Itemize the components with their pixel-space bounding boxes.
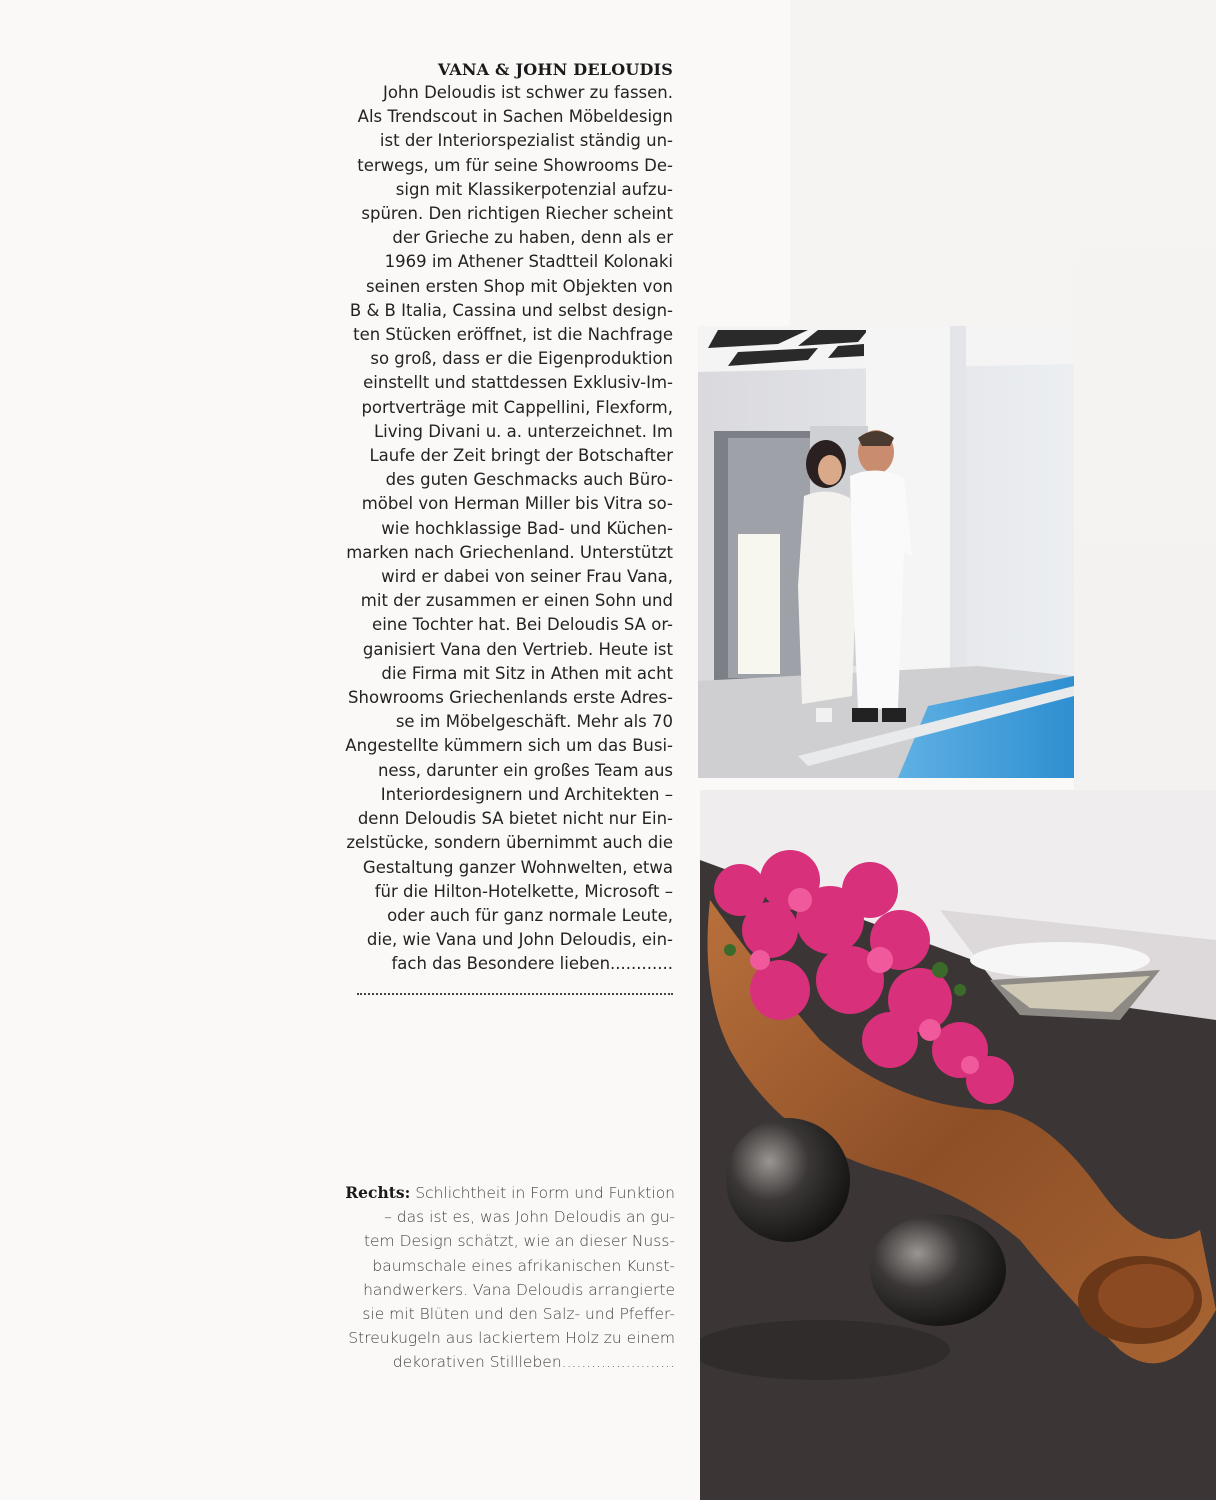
caption-line: – das ist es, was John Deloudis an gu- <box>384 1208 675 1227</box>
article-line: B & B Italia, Cassina und selbst design- <box>349 300 673 320</box>
article-line: für die Hilton-Hotelkette, Microsoft – <box>374 881 673 901</box>
article-line: marken nach Griechenland. Unterstützt <box>346 542 673 562</box>
still-life-photo <box>700 790 1216 1500</box>
article-line: Angestellte kümmern sich um das Busi- <box>345 736 673 756</box>
article-line: John Deloudis ist schwer zu fassen. <box>382 83 673 102</box>
caption-line: handwerkers. Vana Deloudis arrangierte <box>363 1280 675 1299</box>
article-heading: VANA & JOHN DELOUDIS <box>437 60 673 79</box>
caption-line: dekorativen Stillleben....................... <box>392 1353 675 1372</box>
article-line: Gestaltung ganzer Wohnwelten, etwa <box>362 857 673 877</box>
article-line: ten Stücken eröffnet, ist die Nachfrage <box>353 325 673 345</box>
article-line: Interiordesignern und Architekten – <box>380 784 673 804</box>
still-life-illustration <box>700 790 1216 1500</box>
article-line: ganisiert Vana den Vertrieb. Heute ist <box>362 639 673 659</box>
article-line: einstellt und stattdessen Exklusiv-Im- <box>363 373 673 393</box>
dotted-divider <box>357 993 673 995</box>
article-line: die Firma mit Sitz in Athen mit acht <box>381 663 673 683</box>
article-line: Als Trendscout in Sachen Möbeldesign <box>357 107 673 127</box>
caption-line: tem Design schätzt, wie an dieser Nuss- <box>363 1232 675 1251</box>
article-line: denn Deloudis SA bietet nicht nur Ein- <box>357 809 673 829</box>
article-column <box>340 58 673 977</box>
article-line: seinen ersten Shop mit Objekten von <box>365 276 673 296</box>
caption <box>340 1181 675 1375</box>
article-line: sign mit Klassikerpotenzial aufzu- <box>395 179 673 199</box>
caption-first-text: Schlichtheit in Form und Funktion <box>415 1184 675 1202</box>
article-line: zelstücke, sondern übernimmt auch die <box>346 833 673 853</box>
article-line: se im Möbelgeschäft. Mehr als 70 <box>395 712 673 732</box>
caption-line: sie mit Blüten und den Salz- und Pfeffer- <box>362 1305 675 1324</box>
article-line: wie hochklassige Bad- und Küchen- <box>381 518 673 538</box>
article-line: des guten Geschmacks auch Büro- <box>385 470 673 490</box>
couple-photo <box>698 326 1074 778</box>
article-line: fach das Besondere lieben............ <box>391 954 673 974</box>
article-body <box>340 81 673 977</box>
caption-label: Rechts: <box>345 1183 411 1202</box>
article-line: eine Tochter hat. Bei Deloudis SA or- <box>372 615 673 635</box>
article-line: die, wie Vana und John Deloudis, ein- <box>366 930 673 950</box>
caption-line: baumschale eines afrikanischen Kunst- <box>372 1256 675 1275</box>
article-line: spüren. Den richtigen Riecher scheint <box>361 204 673 224</box>
article-line: Living Divani u. a. unterzeichnet. Im <box>373 421 673 441</box>
article-line: der Grieche zu haben, denn als er <box>392 228 673 248</box>
article-line: terwegs, um für seine Showrooms De- <box>357 155 673 175</box>
article-line: oder auch für ganz normale Leute, <box>387 905 673 925</box>
article-line: Showrooms Griechenlands erste Adres- <box>348 688 673 708</box>
article-line: so groß, dass er die Eigenproduktion <box>370 349 673 369</box>
background-right-margin <box>1074 0 1216 790</box>
article-line: Laufe der Zeit bringt der Botschafter <box>369 446 673 466</box>
article-line: wird er dabei von seiner Frau Vana, <box>381 567 673 587</box>
caption-first-line <box>340 1181 675 1205</box>
article-line: portverträge mit Cappellini, Flexform, <box>361 397 673 417</box>
article-line: mit der zusammen er einen Sohn und <box>360 591 673 611</box>
article-line: möbel von Herman Miller bis Vitra so- <box>361 494 673 514</box>
article-line: ist der Interiorspezialist ständig un- <box>379 131 673 151</box>
caption-body <box>340 1205 675 1374</box>
caption-line: Streukugeln aus lackiertem Holz zu einem <box>348 1329 675 1348</box>
article-line: 1969 im Athener Stadtteil Kolonaki <box>384 252 673 272</box>
article-line: ness, darunter ein großes Team aus <box>377 760 673 780</box>
couple-photo-illustration <box>698 326 1074 778</box>
